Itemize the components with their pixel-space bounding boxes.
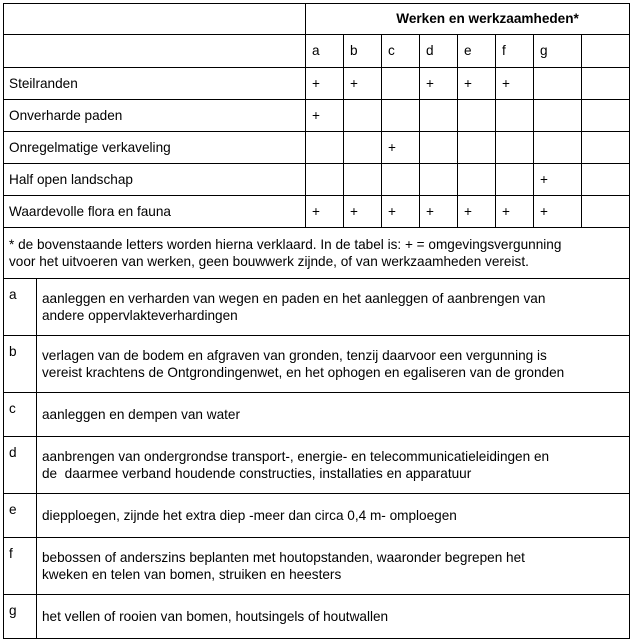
table-row bbox=[4, 100, 630, 132]
matrix-cell: + bbox=[458, 68, 496, 100]
table-row bbox=[4, 68, 630, 100]
matrix-cell bbox=[382, 164, 420, 196]
matrix-cell bbox=[582, 132, 630, 164]
legend-key: c bbox=[4, 393, 37, 437]
matrix-cell bbox=[534, 100, 582, 132]
legend-description bbox=[37, 595, 630, 639]
matrix-cell: + bbox=[344, 68, 382, 100]
matrix-cell: + bbox=[306, 196, 344, 228]
title-row bbox=[4, 4, 630, 35]
matrix-cell bbox=[496, 100, 534, 132]
legend-description bbox=[37, 538, 630, 595]
column-header: f bbox=[496, 35, 534, 68]
matrix-cell: + bbox=[496, 196, 534, 228]
column-header: a bbox=[306, 35, 344, 68]
legend-key: f bbox=[4, 538, 37, 595]
legend-line: de daarmee verband houdende constructies, installaties en apparatuur bbox=[42, 466, 472, 481]
matrix-cell: + bbox=[306, 100, 344, 132]
legend-row bbox=[4, 279, 630, 336]
matrix-cell: + bbox=[458, 196, 496, 228]
matrix-cell bbox=[382, 68, 420, 100]
legend-description bbox=[37, 279, 630, 336]
corner-cell bbox=[4, 4, 306, 35]
matrix-cell bbox=[420, 132, 458, 164]
legend-description bbox=[37, 336, 630, 393]
matrix-cell bbox=[534, 68, 582, 100]
legend-description bbox=[37, 393, 630, 437]
legend-row bbox=[4, 437, 630, 494]
legend-line: het vellen of rooien van bomen, houtsingels of houtwallen bbox=[42, 609, 389, 624]
legend-key: a bbox=[4, 279, 37, 336]
matrix-cell: + bbox=[534, 196, 582, 228]
legend-row bbox=[4, 393, 630, 437]
legend-line: vereist krachtens de Ontgrondingenwet, en het ophogen en egaliseren van de gronden bbox=[42, 365, 565, 380]
matrix-cell bbox=[582, 100, 630, 132]
matrix-cell: + bbox=[382, 132, 420, 164]
legend-row bbox=[4, 494, 630, 538]
matrix-cell: + bbox=[420, 196, 458, 228]
column-header bbox=[582, 35, 630, 68]
column-header: d bbox=[420, 35, 458, 68]
matrix-cell bbox=[306, 132, 344, 164]
footnote-row bbox=[4, 228, 630, 279]
row-label: Steilranden bbox=[4, 68, 306, 100]
table-row bbox=[4, 132, 630, 164]
header-blank-cell bbox=[4, 35, 306, 68]
permit-table-container bbox=[3, 3, 629, 639]
legend-row bbox=[4, 538, 630, 595]
legend-line: diepploegen, zijnde het extra diep -meer dan circa 0,4 m- omploegen bbox=[42, 508, 457, 523]
matrix-cell bbox=[382, 100, 420, 132]
matrix-cell: + bbox=[344, 196, 382, 228]
legend-line: aanleggen en dempen van water bbox=[42, 407, 241, 422]
matrix-cell bbox=[344, 100, 382, 132]
legend-line: andere oppervlakteverhardingen bbox=[42, 308, 238, 323]
footnote-line: * de bovenstaande letters worden hierna verklaard. In de tabel is: + = omgevingsvergunning bbox=[9, 237, 562, 252]
row-label: Onregelmatige verkaveling bbox=[4, 132, 306, 164]
column-header: g bbox=[534, 35, 582, 68]
legend-line: verlagen van de bodem en afgraven van gronden, tenzij daarvoor een vergunning is bbox=[42, 348, 547, 363]
matrix-cell: + bbox=[496, 68, 534, 100]
legend-key: b bbox=[4, 336, 37, 393]
matrix-cell bbox=[582, 196, 630, 228]
matrix-cell bbox=[420, 100, 458, 132]
matrix-cell: + bbox=[306, 68, 344, 100]
legend-description bbox=[37, 494, 630, 538]
legend-line: bebossen of anderszins beplanten met houtopstanden, waaronder begrepen het bbox=[42, 550, 525, 565]
footnote-line: voor het uitvoeren van werken, geen bouwwerk zijnde, of van werkzaamheden vereist. bbox=[9, 254, 529, 269]
matrix-cell bbox=[344, 132, 382, 164]
footnote bbox=[4, 228, 630, 279]
row-label: Waardevolle flora en fauna bbox=[4, 196, 306, 228]
matrix-cell: + bbox=[420, 68, 458, 100]
matrix-cell bbox=[534, 132, 582, 164]
legend-row bbox=[4, 336, 630, 393]
matrix-cell bbox=[344, 164, 382, 196]
legend-line: aanleggen en verharden van wegen en paden en het aanleggen of aanbrengen van bbox=[42, 291, 546, 306]
matrix-cell bbox=[458, 100, 496, 132]
column-header: e bbox=[458, 35, 496, 68]
column-header: c bbox=[382, 35, 420, 68]
matrix-cell: + bbox=[382, 196, 420, 228]
matrix-cell bbox=[306, 164, 344, 196]
matrix-cell bbox=[496, 164, 534, 196]
matrix-cell bbox=[420, 164, 458, 196]
row-label: Half open landschap bbox=[4, 164, 306, 196]
legend-row bbox=[4, 595, 630, 639]
matrix-cell bbox=[582, 68, 630, 100]
legend-table bbox=[3, 278, 630, 639]
legend-key: e bbox=[4, 494, 37, 538]
matrix-cell: + bbox=[534, 164, 582, 196]
permit-matrix-table bbox=[3, 3, 630, 279]
legend-key: d bbox=[4, 437, 37, 494]
matrix-cell bbox=[496, 132, 534, 164]
table-row bbox=[4, 164, 630, 196]
legend-line: kweken en telen van bomen, struiken en heesters bbox=[42, 567, 342, 582]
matrix-cell bbox=[458, 164, 496, 196]
column-header: b bbox=[344, 35, 382, 68]
table-title: Werken en werkzaamheden* bbox=[306, 4, 630, 35]
matrix-cell bbox=[582, 164, 630, 196]
legend-key: g bbox=[4, 595, 37, 639]
table-row bbox=[4, 196, 630, 228]
legend-line: aanbrengen van ondergrondse transport-, energie- en telecommunicatieleidingen en bbox=[42, 449, 550, 464]
matrix-cell bbox=[458, 132, 496, 164]
legend-description bbox=[37, 437, 630, 494]
row-label: Onverharde paden bbox=[4, 100, 306, 132]
column-header-row bbox=[4, 35, 630, 68]
